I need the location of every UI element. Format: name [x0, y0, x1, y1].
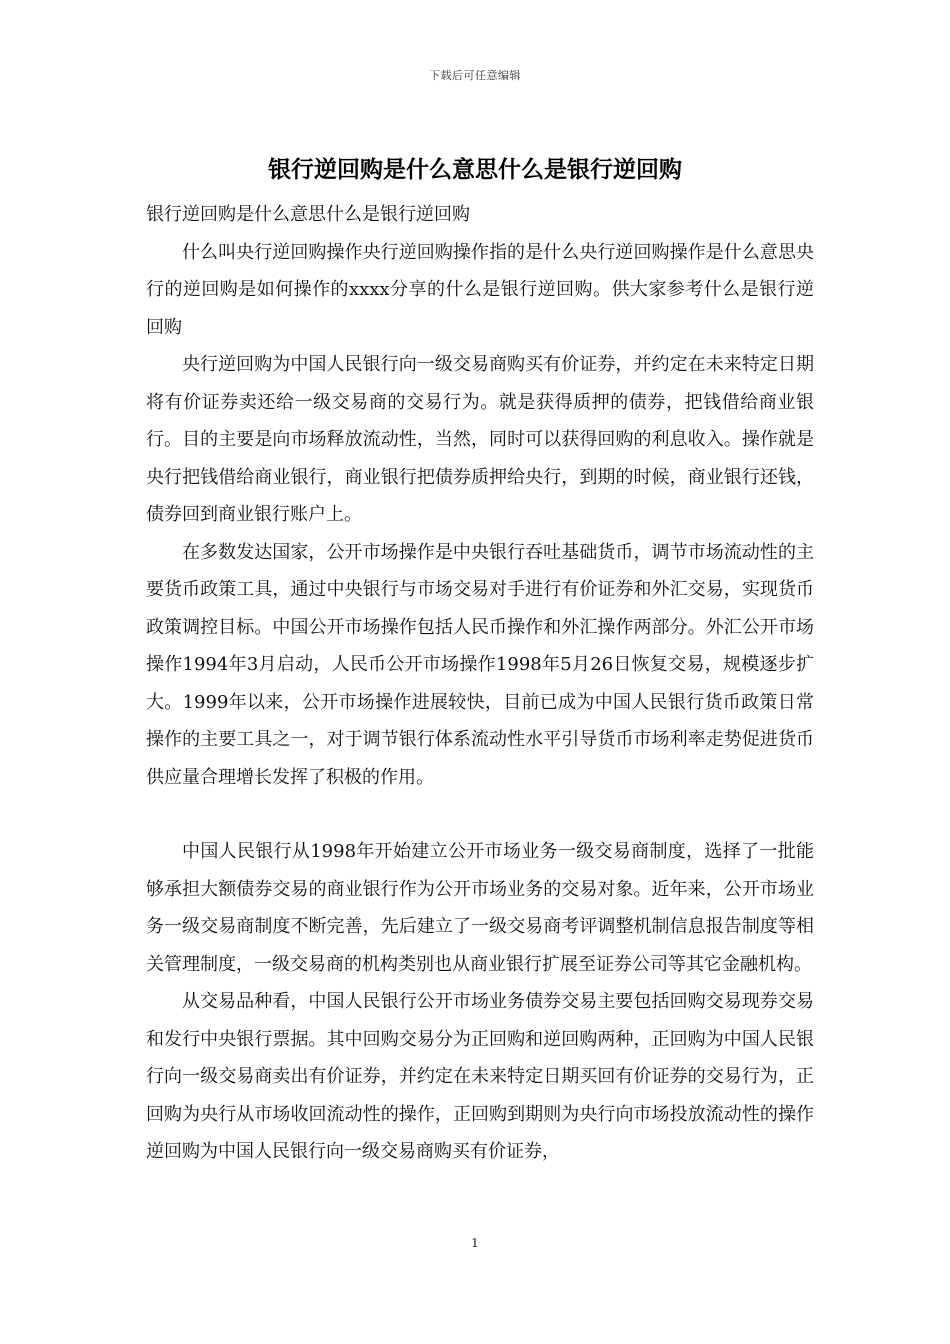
page-number: 1: [471, 1236, 479, 1250]
body-paragraph: 什么叫央行逆回购操作央行逆回购操作指的是什么央行逆回购操作是什么意思央行的逆回购是如何操作的xxxx分享的什么是银行逆回购。供大家参考什么是银行逆回购: [146, 241, 814, 338]
subtitle-paragraph: 银行逆回购是什么意思什么是银行逆回购: [146, 204, 470, 225]
body-paragraph: 中国人民银行从1998年开始建立公开市场业务一级交易商制度，选择了一批能够承担大额债券交易的商业银行作为公开市场业务的交易对象。近年来，公开市场业务一级交易商制度不断完善，先后建立了一级交易商考评调整机制信息报告制度等相关管理制度，一级交易商的机构类别也从商业银行扩展至证券公司等其它金融机构。: [146, 841, 814, 975]
document-title: 银行逆回购是什么意思什么是银行逆回购: [268, 156, 682, 183]
body-paragraph: 从交易品种看，中国人民银行公开市场业务债券交易主要包括回购交易现券交易和发行中央银行票据。其中回购交易分为正回购和逆回购两种，正回购为中国人民银行向一级交易商卖出有价证券，并约定在未来特定日期买回有价证券的交易行为，正回购为央行从市场收回流动性的操作，正回购到期则为央行向市场投放流动性的操作逆回购为中国人民银行向一级交易商购买有价证券，: [146, 991, 814, 1162]
document-body: [146, 196, 814, 1171]
header-note: 下载后可任意编辑: [429, 69, 521, 82]
body-paragraph: 央行逆回购为中国人民银行向一级交易商购买有价证券，并约定在未来特定日期将有价证券卖还给一级交易商的交易行为。就是获得质押的债券，把钱借给商业银行。目的主要是向市场释放流动性，当然，同时可以获得回购的利息收入。操作就是央行把钱借给商业银行，商业银行把债券质押给央行，到期的时候，商业银行还钱，债券回到商业银行账户上。: [146, 354, 814, 525]
body-paragraph: 在多数发达国家，公开市场操作是中央银行吞吐基础货币，调节市场流动性的主要货币政策工具，通过中央银行与市场交易对手进行有价证券和外汇交易，实现货币政策调控目标。中国公开市场操作包括人民币操作和外汇操作两部分。外汇公开市场操作1994年3月启动，人民币公开市场操作1998年5月26日恢复交易，规模逐步扩大。1999年以来，公开市场操作进展较快，目前已成为中国人民银行货币政策日常操作的主要工具之一，对于调节银行体系流动性水平引导货币市场利率走势促进货币供应量合理增长发挥了积极的作用。: [146, 541, 814, 788]
